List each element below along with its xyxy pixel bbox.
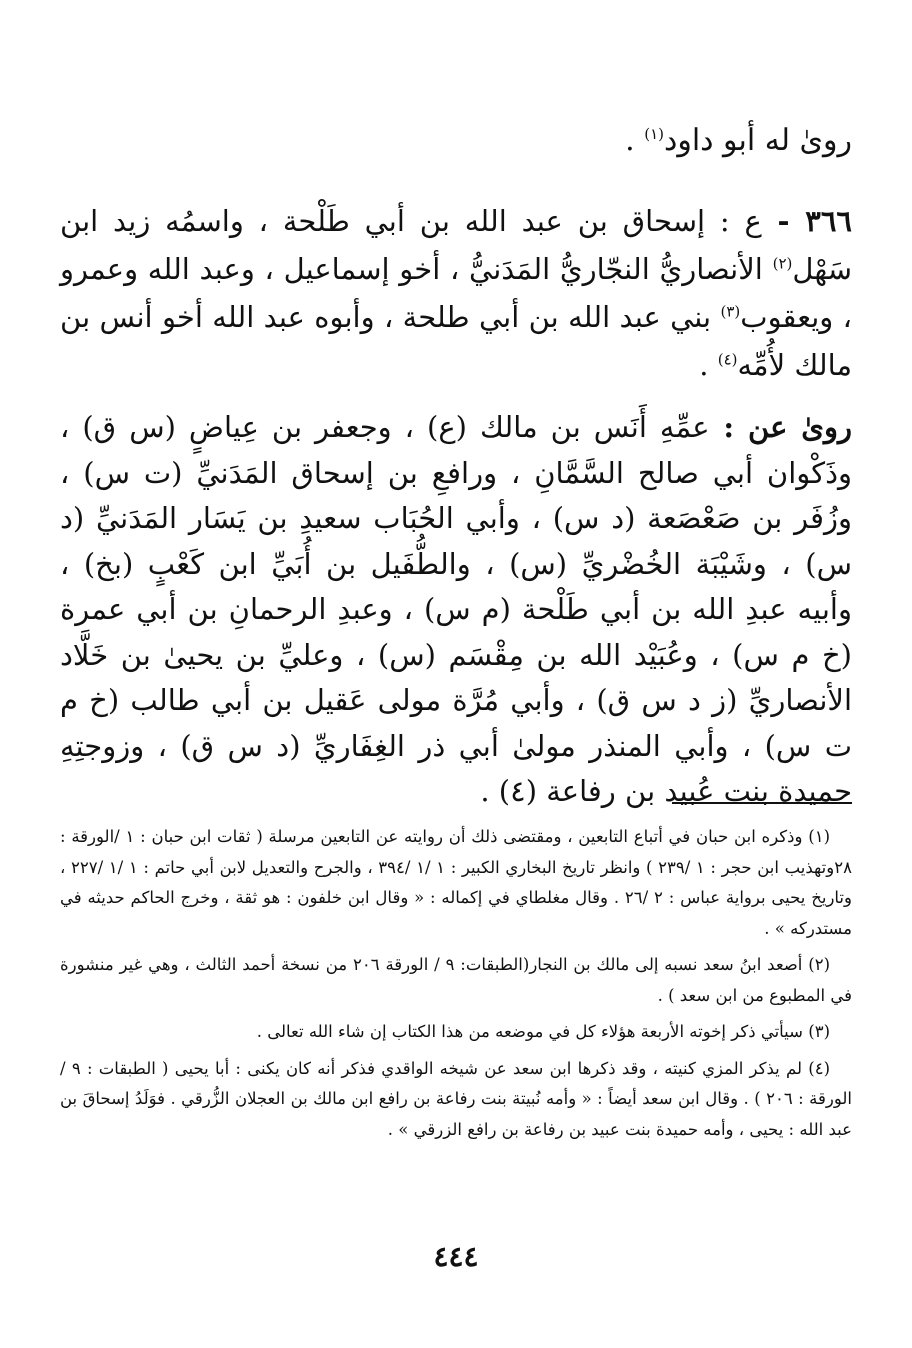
- entry-text-end: .: [699, 348, 718, 382]
- narrated-from-label: روىٰ عن :: [709, 410, 852, 444]
- footnotes: [60, 822, 852, 1151]
- footnote-ref-4: (٤): [717, 350, 738, 369]
- previous-entry-end: .: [625, 123, 645, 158]
- footnote-4: (٤) لم يذكر المزي كنيته ، وقد ذكرها ابن سعد عن شيخه الواقدي فذكر أنه كان يكنى : أبا يحيى ( الطبقات : ٩ /الورقة : ٢٠٦ ) . وقال ابن سعد أيضاً : « وأمه نُبيتة بنت رفاعة بن رافع ابن مالك بن العجلان الزُّرقي . فوَلَدُ إسحاقَ بن عبد الله : يحيى ، وأمه حميدة بنت عبيد بن رفاعة بن رافع الزرقي » .: [60, 1058, 852, 1139]
- previous-entry-ending: [60, 116, 852, 166]
- narrated-from-text: عمِّهِ أَنَس بن مالك (ع) ، وجعفر بن عِياضٍ (س ق) ، وذَكْوان أبي صالح السَّمَّانِ ، ورافعِ بن إسحاق المَدَنيِّ (ت س) ، وزُفَر بن صَعْصَعة (د س) ، وأبي الحُبَاب سعيدِ بن يَسَار المَدَنيِّ (د س) ، وشَيْبَة الخُضْريِّ (س) ، والطُّفَيل بن أُبَيِّ ابن كَعْبٍ (بخ) ، وأبيه عبدِ الله بن أبي طَلْحة (م س) ، وعبدِ الرحمانِ بن أبي عمرة (خ م س) ، وعُبَيْد الله بن مِقْسَم (س) ، وعليِّ بن يحيىٰ بن خَلَّاد الأنصاريِّ (ز د س ق) ، وأبي مُرَّة مولى عَقيل بن أبي طالب (خ م ت س) ، وأبي المنذر مولىٰ أبي ذر الغِفَاريِّ (د س ق) ، وزوجتِهِ حميدة بنت عُبيد بن رفاعة (٤) .: [60, 410, 852, 808]
- entry-text-part-1: إسحاق بن عبد الله بن أبي طَلْحة ، واسمُه زيد ابن سَهْل: [60, 204, 852, 286]
- entry-text-part-3: بني عبد الله بن أبي طلحة ، وأبوه عبد الله أخو أنس بن مالك لأُمِّه: [60, 300, 852, 382]
- footnote-divider: [672, 802, 852, 804]
- page-number: ٤٤٤: [433, 1240, 479, 1273]
- footnote-1: (١) وذكره ابن حبان في أتباع التابعين ، ومقتضى ذلك أن روايته عن التابعين مرسلة ( ثقات ابن حبان : ١ /الورقة : ٢٨وتهذيب ابن حجر : ١ /٢٣٩ ) وانظر تاريخ البخاري الكبير : ١ /١ /٣٩٤ ، والجرح والتعديل لابن أبي حاتم : ١ /١ /٢٢٧ ، وتاريخ يحيى برواية عباس : ٢ /٢٦ . وقال مغلطاي في إكماله : « وقال ابن خلفون : هو ثقة ، وخرج الحاكم حديثه في مستدركه » .: [60, 827, 852, 938]
- footnote-ref-2: (٢): [772, 254, 793, 273]
- footnote-3: (٣) سيأتي ذكر إخوته الأربعة هؤلاء كل في موضعه من هذا الكتاب إن شاء الله تعالى .: [256, 1022, 830, 1041]
- entry-366-header: [60, 197, 852, 389]
- previous-entry-text: روىٰ له أبو داود: [663, 123, 852, 158]
- entry-number: ٣٦٦ -: [761, 204, 852, 238]
- footnote-2: (٢) أصعد ابنُ سعد نسبه إلى مالك بن النجار(الطبقات: ٩ / الورقة ٢٠٦ من نسخة أحمد الثالث ، وهي غير منشورة في المطبوع من ابن سعد ) .: [60, 955, 852, 1005]
- footnote-ref-1: (١): [644, 125, 664, 143]
- narrated-from-paragraph: [60, 405, 852, 815]
- entry-symbol: ع :: [705, 204, 762, 238]
- footnote-ref-3: (٣): [720, 302, 741, 321]
- entry-text-part-2: الأنصاريُّ النجّاريُّ المَدَنيُّ ، أخو إسماعيل ، وعبد الله وعمرو ، ويعقوب: [60, 252, 852, 334]
